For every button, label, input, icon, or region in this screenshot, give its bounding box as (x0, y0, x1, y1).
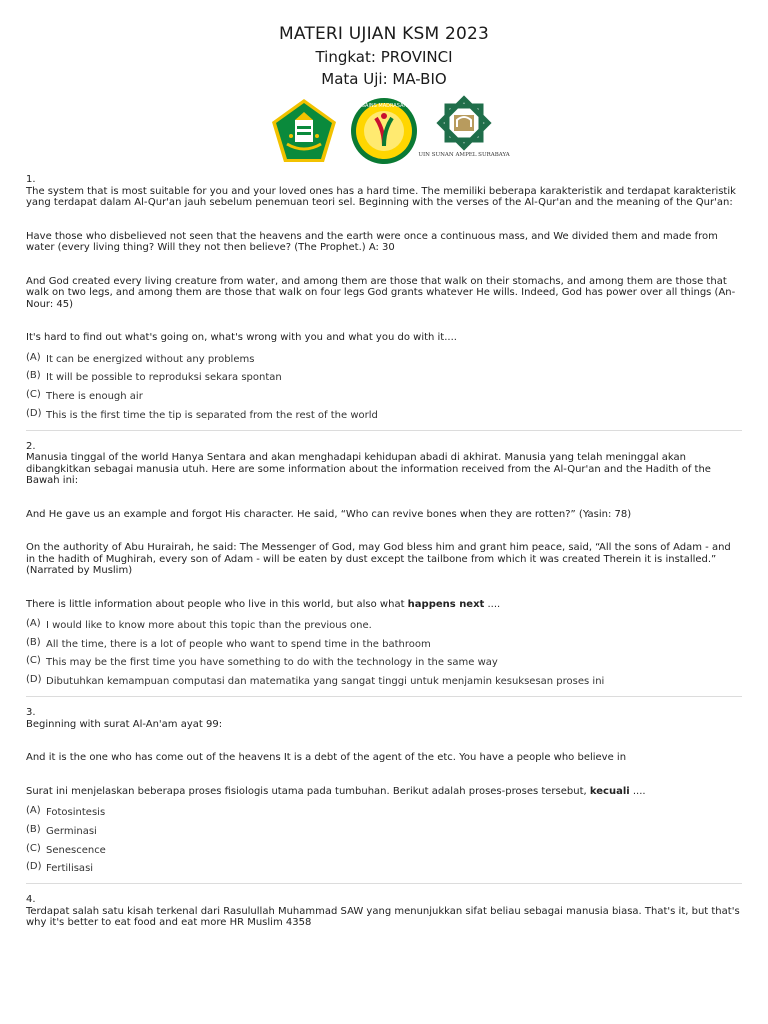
question-paragraph: The system that is most suitable for you and your loved ones has a hard time. The memiliki beberapa karakteristik and terdapat karakteristik yang terdapat dalam Al-Qur'an jauh sebelum penemuan teori sel. Beginning with the verses of the Al-Qur'an and the meaning of the Qur'an: (26, 185, 736, 208)
uinsa-logo-text: UIN SUNAN AMPEL SURABAYA (418, 152, 510, 158)
option-label: (B) (26, 370, 41, 382)
option-d[interactable] (26, 407, 742, 422)
option-b[interactable] (26, 372, 742, 384)
page-title: MATERI UJIAN KSM 2023 (278, 24, 490, 44)
prompt-text: Surat ini menjelaskan beberapa proses fisiologis utama pada tumbuhan. Berikut adalah proses-proses tersebut, (26, 785, 590, 797)
divider (26, 883, 742, 884)
options-list (26, 807, 742, 875)
question-prompt (26, 332, 742, 344)
option-label: (D) (26, 674, 42, 686)
option-text: Fertilisasi (46, 863, 94, 875)
uinsa-logo (418, 96, 510, 166)
question-paragraph: And God created every living creature from water, and among them are those that walk on their stomachs, and among them are those that walk on two legs, and among them are those that walk on four legs God grants whatever He wills. Indeed, God has power over all things (An-Nour: 45) (26, 275, 736, 310)
question-paragraph: And He gave us an example and forgot His character. He said, “Who can revive bones when they are rotten?” (Yasin: 78) (26, 508, 632, 520)
option-label: (A) (26, 618, 41, 630)
option-text: This may be the first time you have something to do with the technology in the same way (46, 657, 498, 669)
prompt-tail: .... (629, 785, 646, 797)
question-4 (26, 894, 742, 929)
option-a[interactable] (26, 807, 742, 819)
option-text: Senescence (46, 844, 106, 856)
option-label: (C) (26, 842, 41, 854)
level-label: Tingkat: PROVINCI (315, 48, 453, 66)
question-number: 4. (26, 894, 36, 906)
ksm-logo (333, 96, 435, 166)
question-number: 3. (26, 707, 36, 719)
question-2 (26, 441, 742, 689)
option-label: (C) (26, 388, 41, 400)
option-text: It can be energized without any problems (46, 353, 255, 365)
question-3 (26, 707, 742, 875)
kemenag-logo (269, 96, 339, 166)
ksm-logo-text: KOMPETISI SAINS MADRASAH NASIONAL (333, 103, 435, 109)
option-label: (A) (26, 805, 41, 817)
question-number: 2. (26, 440, 36, 452)
option-b[interactable] (26, 636, 742, 651)
question-paragraph: Beginning with surat Al-An'am ayat 99: (26, 718, 223, 730)
question-number: 1. (26, 174, 36, 185)
option-text: All the time, there is a lot of people who want to spend time in the bathroom (46, 638, 431, 650)
option-c[interactable] (26, 388, 742, 403)
question-1 (26, 174, 742, 422)
question-paragraph: Have those who disbelieved not seen that the heavens and the earth were once a continuous mass, and We divided them and made from water (every living thing? Will they not then believe? (The Prophet.) A: 30 (26, 230, 718, 253)
option-text: Fotosintesis (46, 807, 106, 819)
option-d[interactable] (26, 863, 742, 875)
option-text: Dibutuhkan kemampuan computasi dan matematika yang sangat tinggi untuk menjamin kesuksesan proses ini (46, 676, 605, 688)
subject-label: Mata Uji: MA-BIO (321, 70, 447, 88)
option-text: There is enough air (46, 390, 143, 402)
option-label: (B) (26, 823, 41, 835)
option-text: I would like to know more about this topic than the previous one. (46, 620, 372, 632)
option-label: (C) (26, 655, 41, 667)
option-text: It will be possible to reproduksi sekara spontan (46, 372, 282, 384)
option-a[interactable] (26, 620, 742, 632)
logo-row (0, 96, 768, 166)
divider (26, 696, 742, 697)
option-c[interactable] (26, 842, 742, 857)
question-paragraph: Manusia tinggal of the world Hanya Sentara and akan menghadapi kehidupan abadi di akhirat. Manusia yang telah meninggal akan dibangkitkan sebagai manusia utuh. Here are some information about the information received from the Al-Qur'an and the Hadith of the Bawah ini: (26, 452, 711, 487)
question-paragraph: And it is the one who has come out of the heavens It is a debt of the agent of the etc. You have a people who believe in (26, 752, 627, 764)
option-d[interactable] (26, 676, 742, 688)
option-label: (D) (26, 407, 42, 419)
header (0, 0, 768, 166)
question-prompt (26, 599, 742, 611)
options-list (26, 351, 742, 422)
divider (26, 430, 742, 431)
prompt-emphasis: happens next (407, 598, 485, 610)
option-b[interactable] (26, 823, 742, 838)
option-label: (B) (26, 636, 41, 648)
questions-list (0, 174, 768, 929)
options-list (26, 620, 742, 688)
question-paragraph: On the authority of Abu Hurairah, he said: The Messenger of God, may God bless him and grant him peace, said, “All the sons of Adam - and in the hadith of Mughirah, every son of Adam - will be eaten by dust except the tailbone from which it was created Therein it is installed.” (Narrated by Muslim) (26, 542, 731, 577)
prompt-emphasis: kecuali (589, 785, 630, 797)
option-a[interactable] (26, 351, 742, 366)
option-label: (D) (26, 861, 42, 873)
prompt-tail: .... (484, 598, 501, 610)
question-prompt (26, 786, 742, 798)
option-c[interactable] (26, 657, 742, 669)
prompt-text: There is little information about people who live in this world, but also what (26, 598, 408, 610)
option-label: (A) (26, 351, 41, 363)
prompt-text: It's hard to find out what's going on, what's wrong with you and what you do with it.... (26, 332, 457, 343)
option-text: This is the first time the tip is separated from the rest of the world (46, 409, 378, 421)
option-text: Germinasi (46, 825, 97, 837)
question-paragraph: Terdapat salah satu kisah terkenal dari Rasulullah Muhammad SAW yang menunjukkan sifat beliau sebagai manusia biasa. That's it, but that's why it's better to eat food and eat more HR Muslim 4358 (26, 905, 740, 929)
